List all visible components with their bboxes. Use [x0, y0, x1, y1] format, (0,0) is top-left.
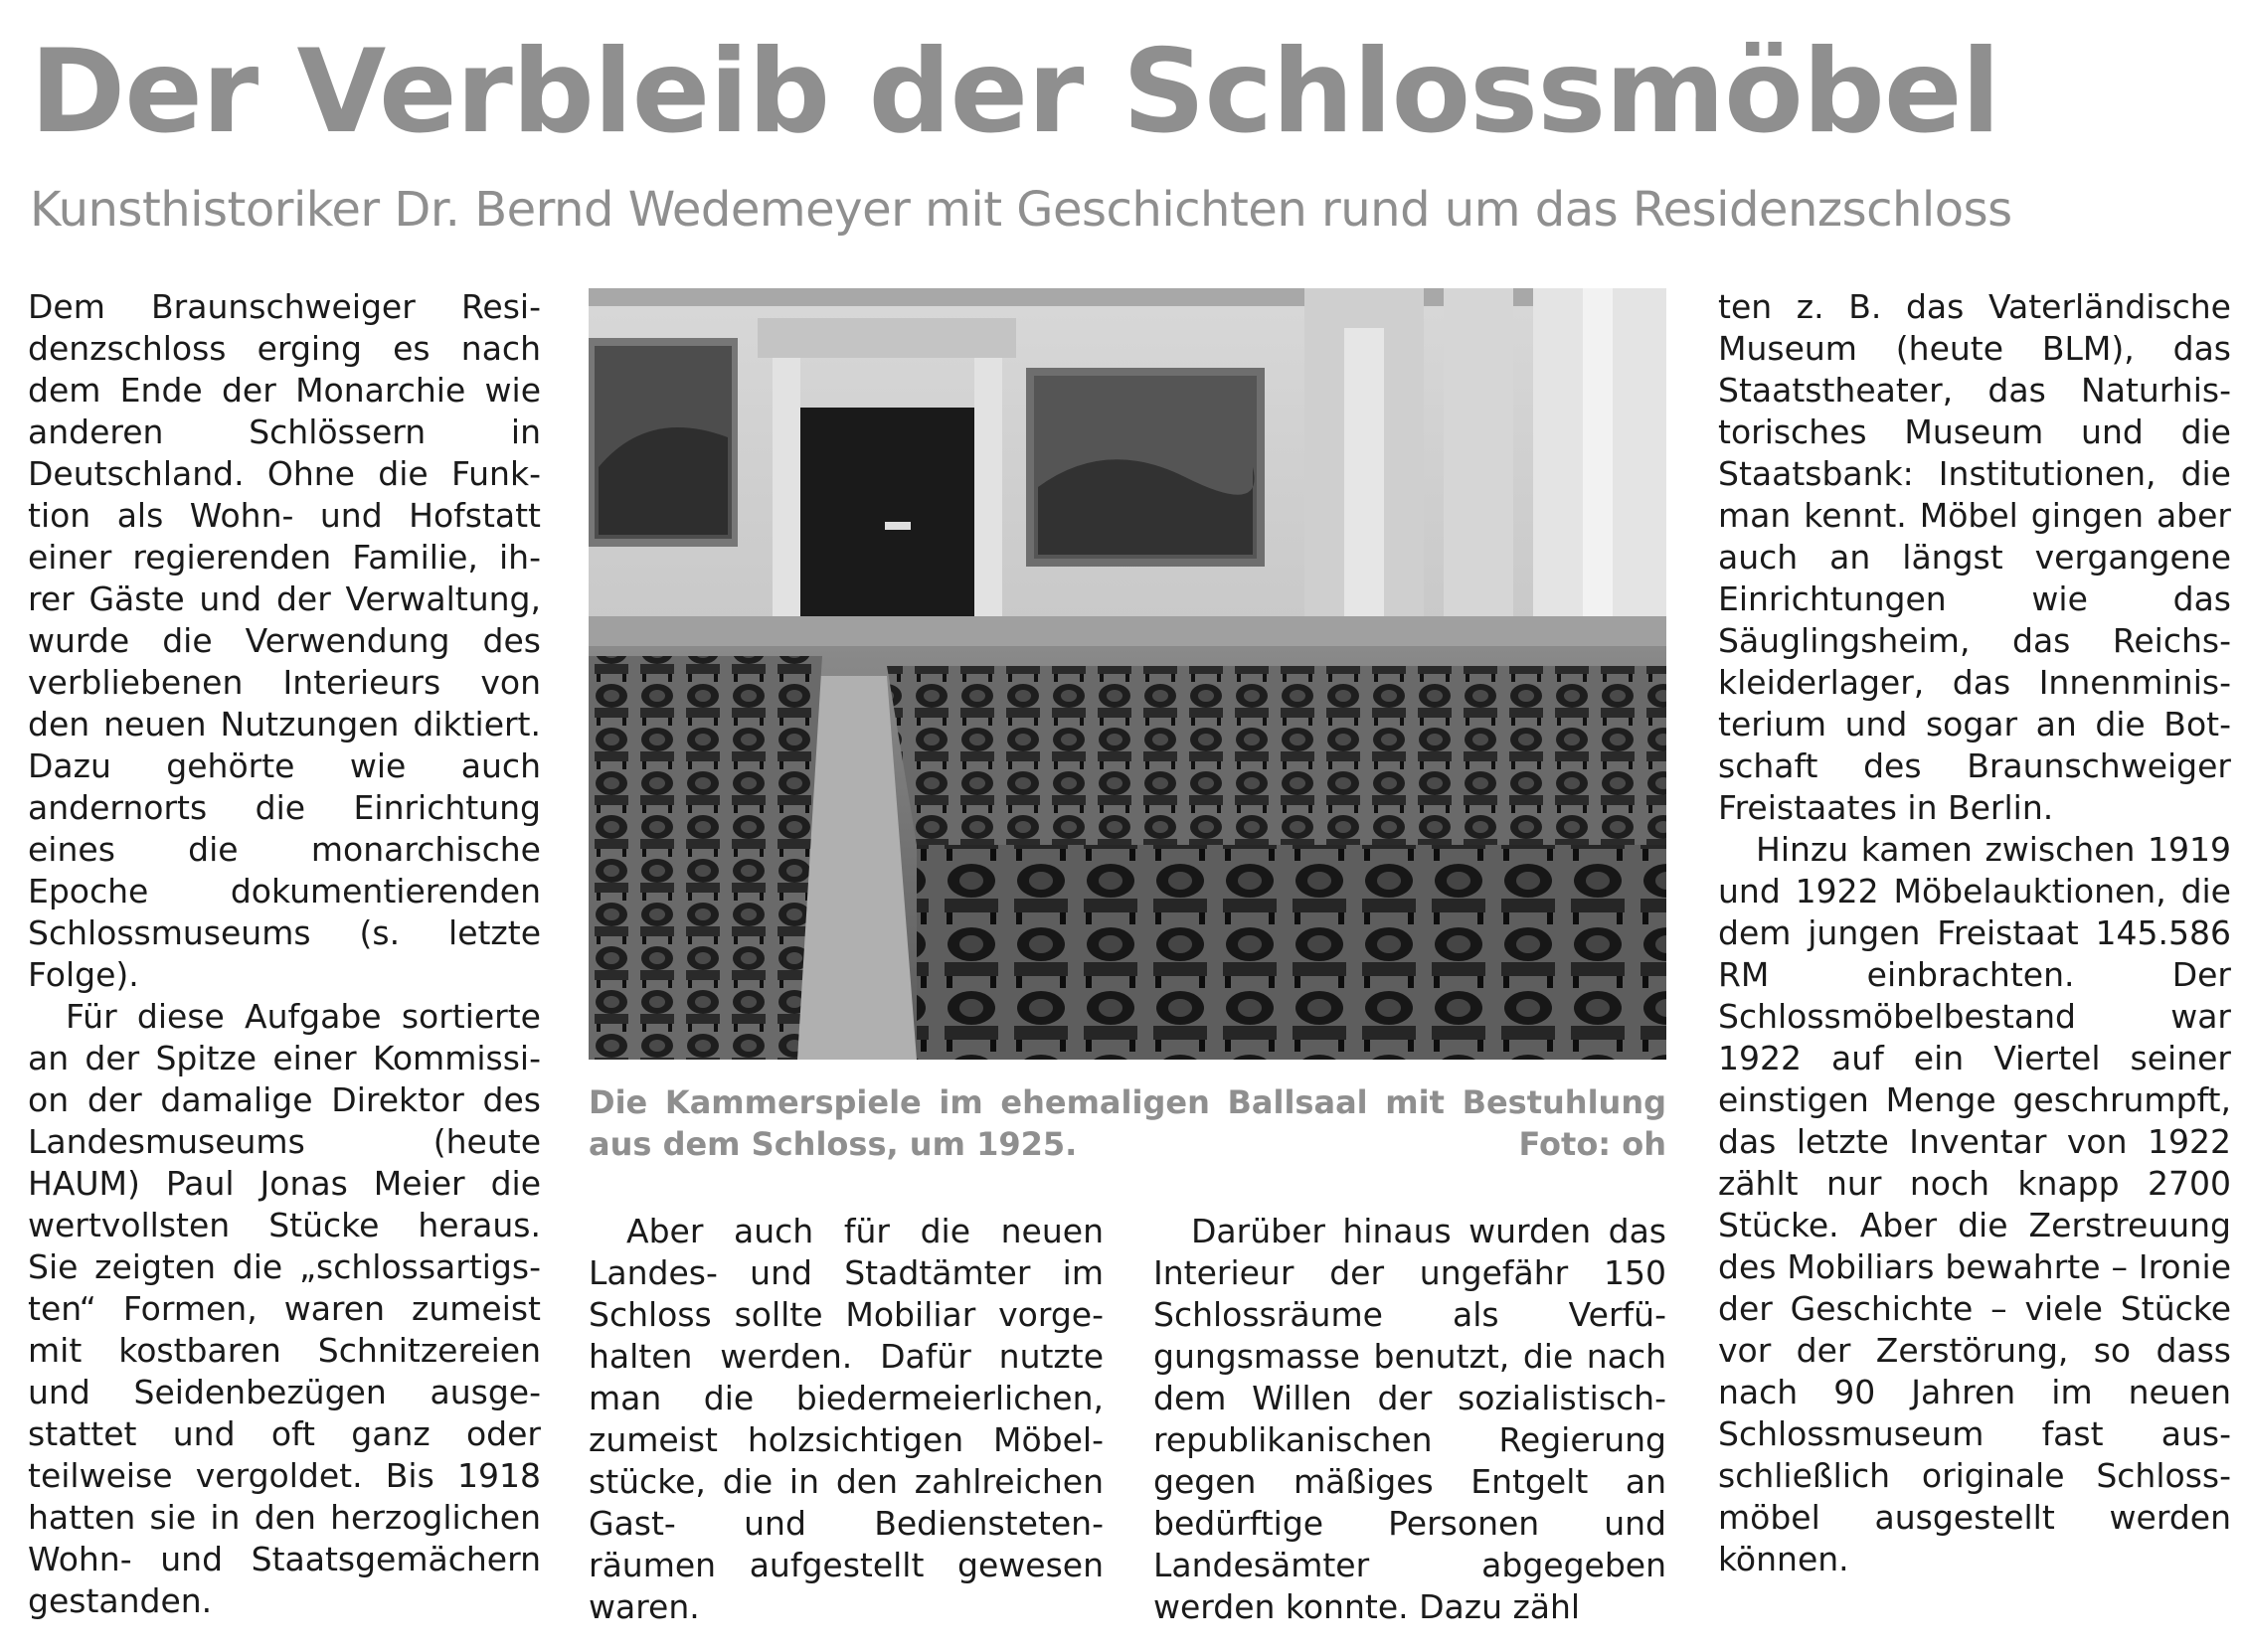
column-3 — [1153, 1211, 1666, 1628]
paragraph: Darüber hinaus wurden das Interieur der ungefähr 150 Schlossräume als Verfügungsmasse benutzt, die nach dem Willen der sozialistisch-republikanischen Regierung gegen mäßiges Entgelt an bedürftige Personen und Landesämter abgegeben werden konnte. Dazu zähl — [1153, 1212, 1666, 1626]
column-1 — [28, 286, 541, 1622]
column-2 — [589, 1211, 1104, 1628]
paragraph: Für diese Aufgabe sortierte an der Spitze einer Kommission der damalige Direktor des Landesmuseums (heute HAUM) Paul Jonas Meier die wertvollsten Stücke heraus. Sie zeigten die „schlossartigsten“ Formen, waren zumeist mit kostbaren Schnitzereien und Seidenbezügen ausgestattet und oft ganz oder teilweise vergoldet. Bis 1918 hatten sie in den herzoglichen Wohn- und Staatsgemächern gestanden. — [28, 997, 541, 1620]
caption-line-1: Die Kammerspiele im ehemaligen Ballsaal mit Bestuhlung — [589, 1083, 1666, 1121]
paragraph: ten z. B. das Vaterländische Museum (heute BLM), das Staatstheater, das Naturhistorisches Museum und die Staatsbank: Institutionen, die man kennt. Möbel gingen aber auch an längst vergangene Einrichtungen wie das Säuglingsheim, das Reichskleiderlager, das Innenministerium und sogar an die Botschaft des Braunschweiger Freistaates in Berlin. — [1718, 287, 2231, 827]
paragraph: Hinzu kamen zwischen 1919 und 1922 Möbelauktionen, die dem jungen Freistaat 145.586 RM einbrachten. Der Schlossmöbelbestand war 1922 auf ein Viertel seiner einstigen Menge geschrumpft, das letzte Inventar von 1922 zählt nur noch knapp 2700 Stücke. Aber die Zerstreuung des Mobiliars bewahrte – Ironie der Geschichte – viele Stücke vor der Zerstörung, so dass nach 90 Jahren im neuen Schlossmuseum fast ausschließlich originale Schlossmöbel ausgestellt werden können. — [1718, 830, 2231, 1578]
headline: Der Verbleib der Schlossmöbel — [30, 25, 2000, 159]
paragraph: Dem Braunschweiger Residenzschloss erging es nach dem Ende der Monarchie wie anderen Schlössern in Deutschland. Ohne die Funktion als Wohn- und Hofstatt einer regierenden Familie, ihrer Gäste und der Verwaltung, wurde die Verwendung des verbliebenen Interieurs von den neuen Nutzungen diktiert. Dazu gehörte wie auch andernorts die Einrichtung eines die monarchische Epoche dokumentierenden Schlossmuseums (s. letzte Folge). — [28, 287, 541, 994]
column-4 — [1718, 286, 2231, 1580]
ballroom-photo — [589, 288, 1666, 1060]
photo-caption — [589, 1081, 1666, 1165]
subheadline: Kunsthistoriker Dr. Bernd Wedemeyer mit Geschichten rund um das Residenzschloss — [30, 182, 2012, 238]
photo-credit: Foto: oh — [1518, 1125, 1666, 1163]
caption-line-2: aus dem Schloss, um 1925. — [589, 1125, 1078, 1163]
paragraph: Aber auch für die neuen Landes- und Stadtämter im Schloss sollte Mobiliar vorgehalten werden. Dafür nutzte man die biedermeierlichen, zumeist holzsichtigen Möbelstücke, die in den zahlreichen Gast- und Bedienstetenräumen aufgestellt gewesen waren. — [589, 1212, 1104, 1626]
